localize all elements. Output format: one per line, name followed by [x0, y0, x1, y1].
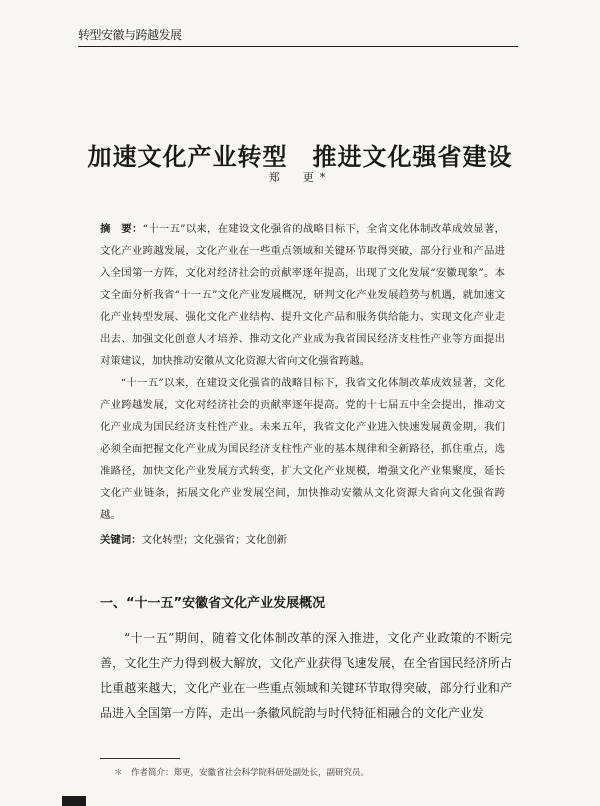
article-title: 加速文化产业转型 推进文化强省建设: [87, 143, 513, 171]
body-paragraph: “十一五”期间，随着文化体制改革的深入推进，文化产业政策的不断完善，文化生产力得到极大解放，文化产业获得飞速发展，在全省国民经济所占比重越来越大，文化产业在一些重点领域和关键环节取得突破，部分行业和产品进入全国第一方阵，走出一条徽风皖韵与时代特征相融合的文化产业发: [100, 631, 512, 720]
abstract-label: 摘 要：: [100, 223, 143, 235]
running-header: 转型安徽与跨越发展: [78, 26, 518, 47]
page-number-marker: [62, 796, 86, 806]
abstract-paragraph-2: “十一五”以来，在建设文化强省的战略目标下，我省文化体制改革成效显著，文化产业跨越发展，文化对经济社会的贡献率逐年提高。党的十七届五中全会提出，推动文化产业成为国民经济支柱性产业。未来五年，我省文化产业进入快速发展黄金期，我们必须全面把握文化产业成为国民经济支柱性产业的基本规律和全新路径，抓住重点，选准路径，加快文化产业发展方式转变，扩大文化产业规模，增强文化产业集聚度，延长文化产业链条，拓展文化产业发展空间，加快推动安徽从文化资源大省向文化强省跨越。: [100, 377, 505, 521]
footnote-divider: [100, 758, 180, 759]
section-heading: 一、“十一五”安徽省文化产业发展概况: [100, 596, 326, 611]
keywords-label: 关键词：: [100, 534, 142, 546]
abstract-text: “十一五”以来，在建设文化强省的战略目标下，全省文化体制改革成效显著，文化产业跨越发展，文化产业在一些重点领域和关键环节取得突破，部分行业和产品进入全国第一方阵，文化对经济社会的贡献率逐年提高，出现了文化发展“安徽现象”。本文全面分析我省“十一五”文化产业发展概况，研判文化产业发展趋势与机遇，就加速文化产业转型发展、强化文化产业结构、提升文化产品和服务供给能力、实现文化产业走出去、加强文化创意人才培养、推动文化产业成为我省国民经济支柱性产业等方面提出对策建议，加快推动安徽从文化资源大省向文化强省跨越。: [100, 223, 505, 367]
keywords-value: 文化转型；文化强省；文化创新: [141, 534, 288, 546]
keywords-line: [100, 529, 505, 551]
abstract-block: [100, 218, 505, 551]
abstract-paragraph: [100, 218, 505, 372]
footnote: ＊ 作者简介：郑更，安徽省社会科学院科研处副处长，副研究员。: [114, 768, 370, 778]
article-author: 郑 更*: [268, 171, 332, 184]
